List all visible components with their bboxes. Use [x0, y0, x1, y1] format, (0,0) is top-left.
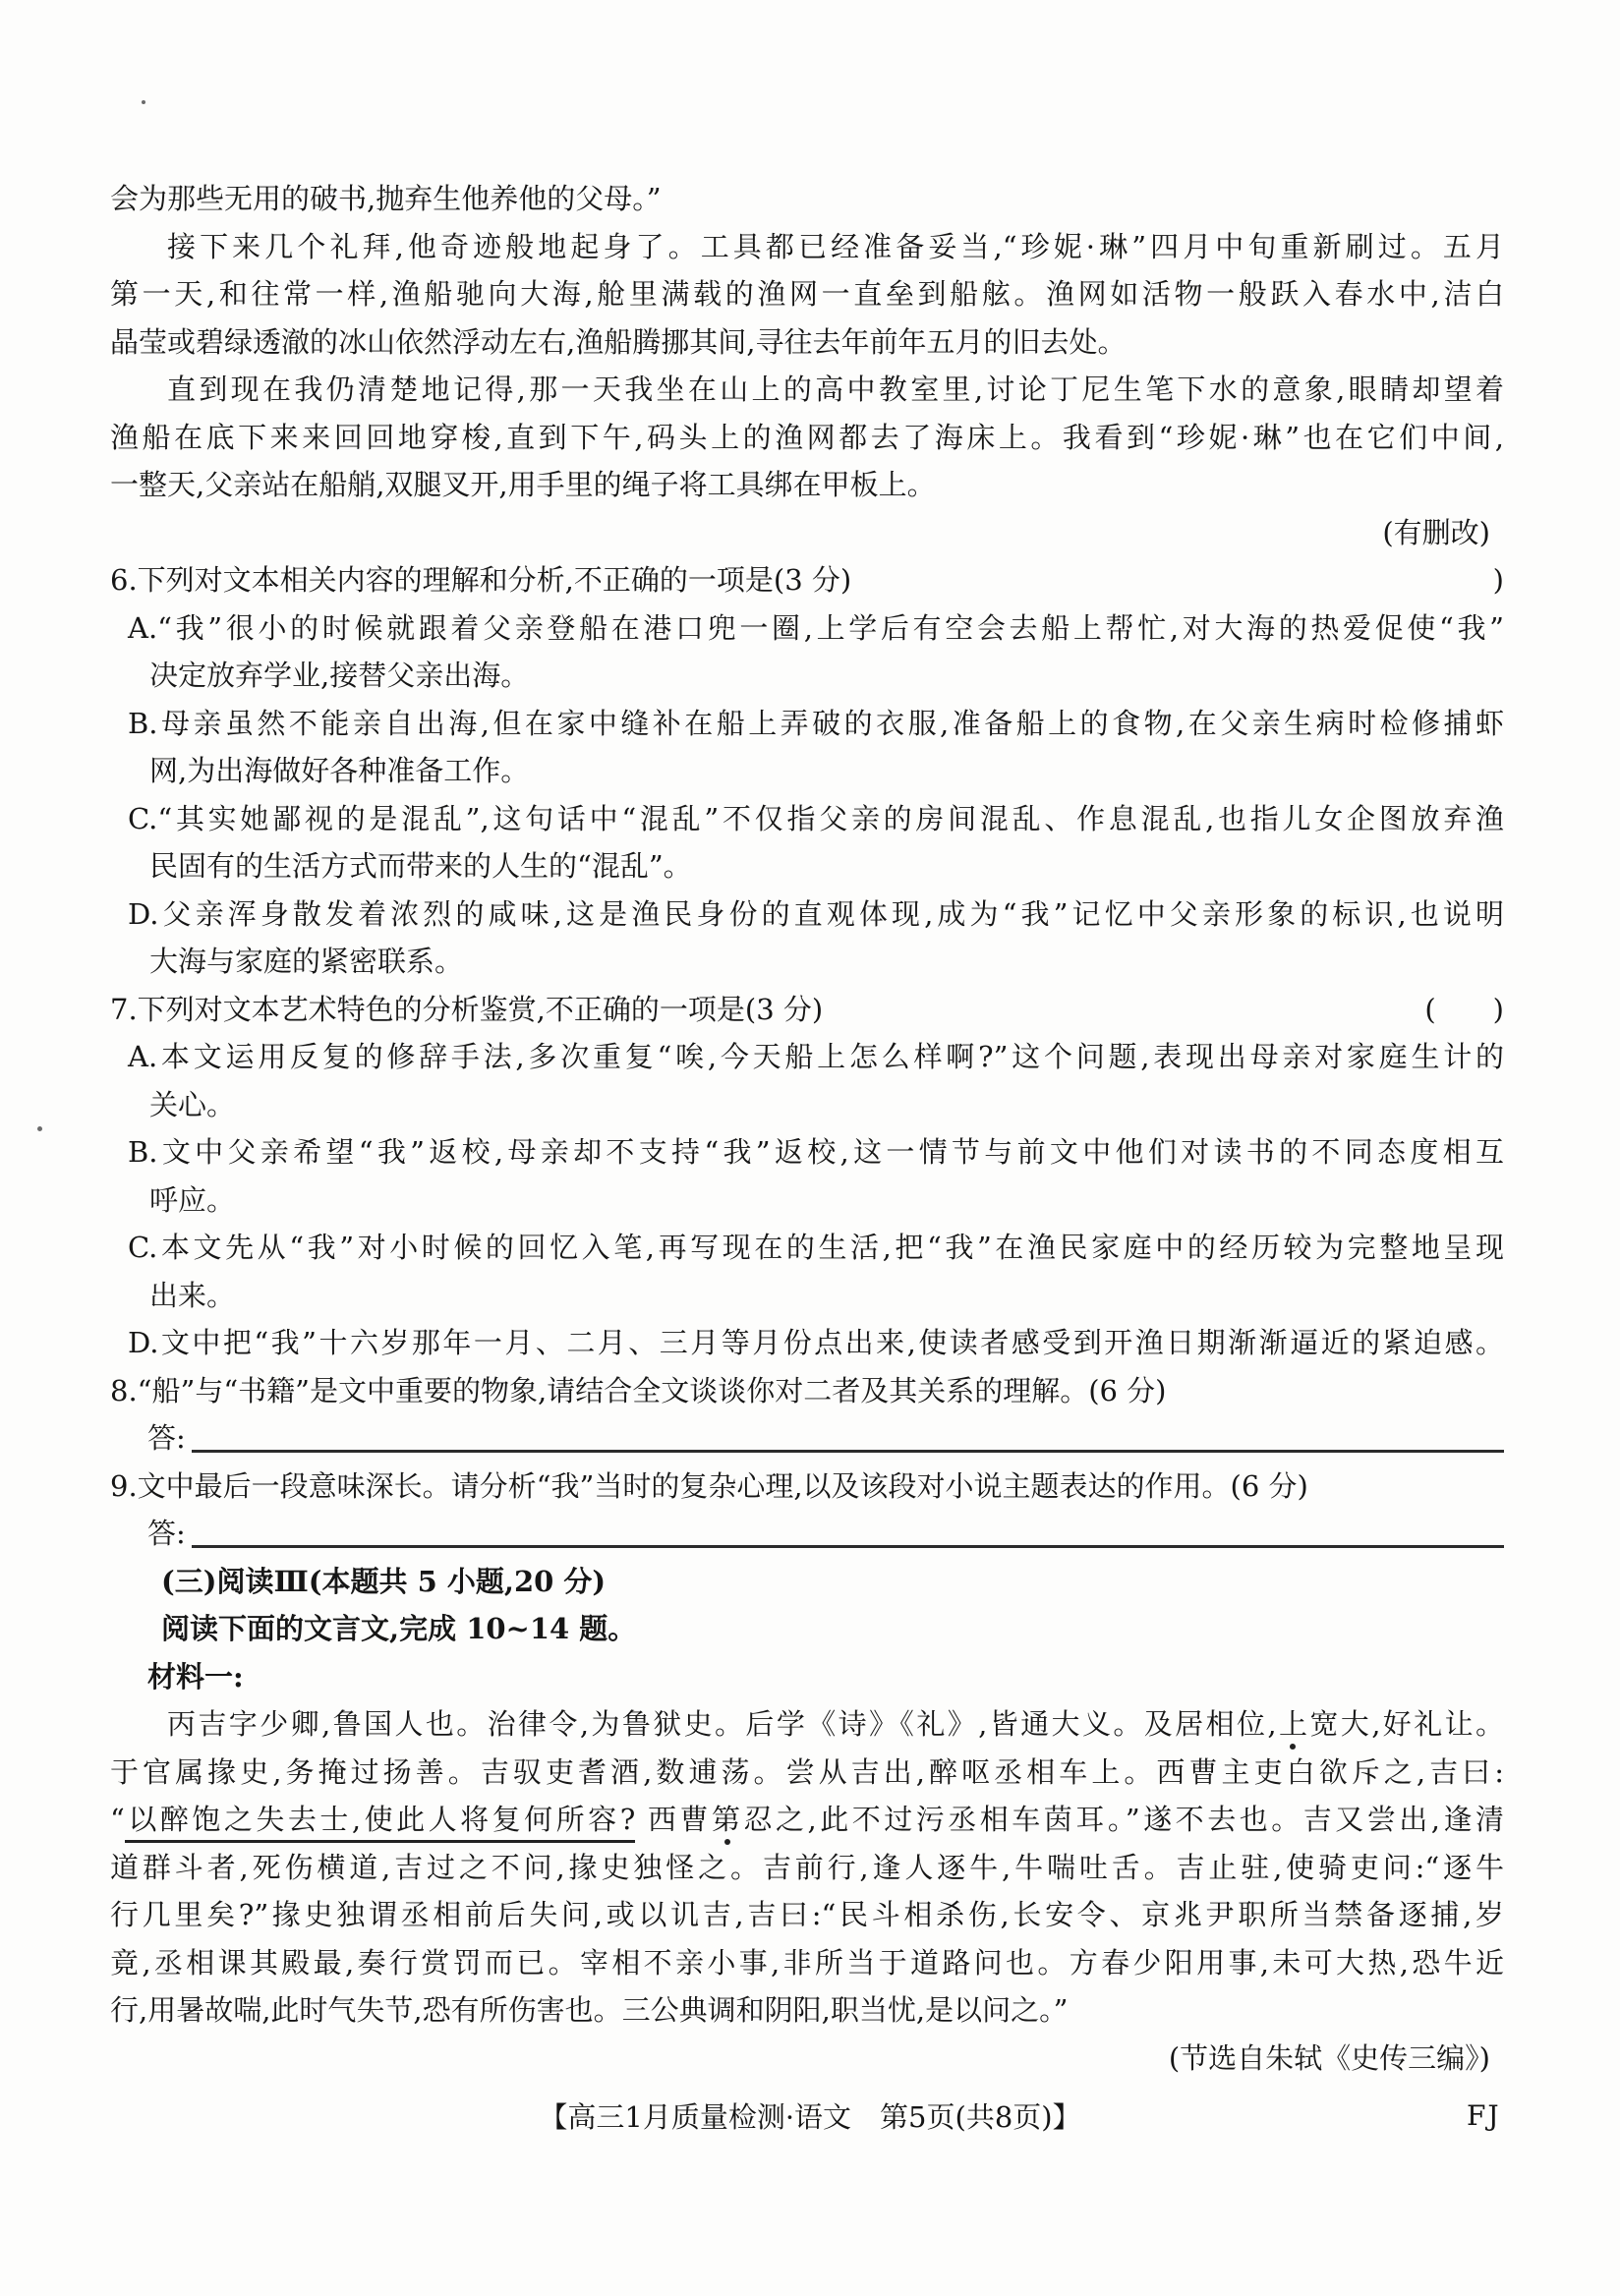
classical-line: 道群斗者,死伤横道,吉过之不问,掾史独怪之。吉前行,逢人逐牛,牛喘吐舌。吉止驻,使骑吏问:“逐牛: [110, 1850, 1504, 1884]
question-7-line: [110, 986, 1504, 1034]
classical-text: “: [110, 1803, 125, 1836]
removed-note: (有删改): [1382, 515, 1490, 549]
classical-line: [110, 1796, 1504, 1844]
scan-speck: [37, 1126, 42, 1131]
question-9-answer-line: [110, 1510, 1504, 1558]
question-6-option-c: C.“其实她鄙视的是混乱”,这句话中“混乱”不仅指父亲的房间混乱、作息混乱,也指儿女企图放弃渔: [128, 801, 1504, 835]
story-line: 会为那些无用的破书,抛弃生他养他的父母。”: [110, 182, 662, 215]
answer-blank-line: [192, 1510, 1504, 1548]
page-footer: 【高三1月质量检测·语文 第5页(共8页)】: [539, 2100, 1081, 2134]
story-line: 接下来几个礼拜,他奇迹般地起身了。工具都已经准备妥当,“珍妮·琳”四月中旬重新刷过。五月: [167, 229, 1504, 263]
classical-text: 忍之,此不过污丞相车茵耳。”遂不去也。吉又尝出,逢清: [743, 1803, 1504, 1836]
classical-line: 行,用暑故喘,此时气失节,恐有所伤害也。三公典调和阴阳,职当忧,是以问之。”: [110, 1993, 1069, 2027]
question-6-option-a: A.“我”很小的时候就跟着父亲登船在港口兜一圈,上学后有空会去船上帮忙,对大海的热爱促使“我”: [128, 610, 1504, 645]
classical-line: [110, 1700, 1504, 1749]
question-7-option-a-cont: 关心。: [149, 1087, 236, 1121]
question-9-text: 9.文中最后一段意味深长。请分析“我”当时的复杂心理,以及该段对小说主题表达的作用。(6 分): [110, 1468, 1308, 1503]
answer-blank-line: [192, 1414, 1504, 1453]
question-7-text: 7.下列对文本艺术特色的分析鉴赏,不正确的一项是(3 分): [110, 992, 824, 1026]
classical-text: 西曹: [635, 1803, 712, 1836]
question-6-answer-paren: ): [1492, 563, 1504, 597]
material-one-heading: 材料一:: [147, 1659, 244, 1693]
question-7-option-c: C.本文先从“我”对小时候的回忆入笔,再写现在的生活,把“我”在渔民家庭中的经历较为完整地呈现: [128, 1231, 1504, 1264]
question-6-line: [110, 556, 1504, 604]
classical-text: 宽大,好礼让。: [1309, 1707, 1505, 1741]
question-6-option-d: D.父亲浑身散发着浓烈的咸味,这是渔民身份的直观体现,成为“我”记忆中父亲形象的标识,也说明: [128, 896, 1504, 931]
question-8-answer-line: [110, 1414, 1504, 1463]
answer-label: 答:: [147, 1517, 186, 1550]
question-7-option-c-cont: 出来。: [149, 1278, 236, 1312]
classical-text: 丙吉字少卿,鲁国人也。治律令,为鲁狱史。后学《诗》《礼》,皆通大义。及居相位,: [167, 1707, 1277, 1741]
question-8-text: 8.“船”与“书籍”是文中重要的物象,请结合全文谈谈你对二者及其关系的理解。(6 分): [110, 1373, 1167, 1407]
emphasized-char: 第: [712, 1803, 744, 1836]
question-7-option-b-cont: 呼应。: [149, 1182, 236, 1217]
story-line: 直到现在我仍清楚地记得,那一天我坐在山上的高中教室里,讨论丁尼生笔下水的意象,眼睛却望着: [167, 373, 1504, 406]
question-6-text: 6.下列对文本相关内容的理解和分析,不正确的一项是(3 分): [110, 563, 852, 597]
underlined-passage: 以醉饱之失去士,使此人将复何所容?: [125, 1803, 635, 1843]
classical-line: 于官属掾史,务掩过扬善。吉驭吏耆酒,数逋荡。尝从吉出,醉呕丞相车上。西曹主吏白欲斥之,吉曰:: [110, 1754, 1504, 1789]
source-attribution: (节选自朱轼《史传三编》): [1168, 2040, 1490, 2075]
section-heading: (三)阅读Ⅲ(本题共 5 小题,20 分): [161, 1564, 607, 1598]
answer-label: 答:: [147, 1421, 186, 1455]
story-line: 渔船在底下来来回回地穿梭,直到下午,码头上的渔网都去了海床上。我看到“珍妮·琳”也在它们中间,: [110, 420, 1504, 454]
question-6-option-c-cont: 民固有的生活方式而带来的人生的“混乱”。: [149, 849, 692, 883]
story-line: 一整天,父亲站在船艄,双腿叉开,用手里的绳子将工具绑在甲板上。: [110, 468, 936, 501]
question-6-option-b-cont: 网,为出海做好各种准备工作。: [149, 754, 530, 787]
question-6-option-d-cont: 大海与家庭的紧密联系。: [149, 945, 464, 978]
page-body: [110, 175, 1504, 2082]
section-instruction: 阅读下面的文言文,完成 10~14 题。: [161, 1612, 637, 1645]
question-7-answer-paren: ( ): [1424, 992, 1504, 1026]
question-6-option-b: B.母亲虽然不能亲自出海,但在家中缝补在船上弄破的衣服,准备船上的食物,在父亲生病时检修捕虾: [128, 706, 1504, 740]
scan-speck: [142, 100, 145, 104]
question-6-option-a-cont: 决定放弃学业,接替父亲出海。: [149, 659, 530, 692]
question-7-option-a: A.本文运用反复的修辞手法,多次重复“唉,今天船上怎么样啊?”这个问题,表现出母亲对家庭生计的: [128, 1040, 1504, 1073]
story-line: 第一天,和往常一样,渔船驰向大海,舱里满载的渔网一直垒到船舷。渔网如活物一般跃入春水中,洁白: [110, 277, 1504, 311]
emphasized-char: 上: [1276, 1707, 1310, 1741]
classical-line: 竟,丞相课其殿最,奏行赏罚而已。宰相不亲小事,非所当于道路问也。方春少阳用事,未可大热,恐牛近: [110, 1945, 1504, 1980]
question-7-option-b: B.文中父亲希望“我”返校,母亲却不支持“我”返校,这一情节与前文中他们对读书的不同态度相互: [128, 1135, 1504, 1169]
classical-line: 行几里矣?”掾史独谓丞相前后失问,或以讥吉,吉曰:“民斗相杀伤,长安令、京兆尹职所当禁备逐捕,岁: [110, 1898, 1504, 1931]
footer-code: FJ: [1467, 2099, 1501, 2132]
story-line: 晶莹或碧绿透澈的冰山依然浮动左右,渔船腾挪其间,寻往去年前年五月的旧去处。: [110, 324, 1127, 359]
question-7-option-d: D.文中把“我”十六岁那年一月、二月、三月等月份点出来,使读者感受到开渔日期渐渐逼近的紧迫感。: [128, 1326, 1504, 1359]
